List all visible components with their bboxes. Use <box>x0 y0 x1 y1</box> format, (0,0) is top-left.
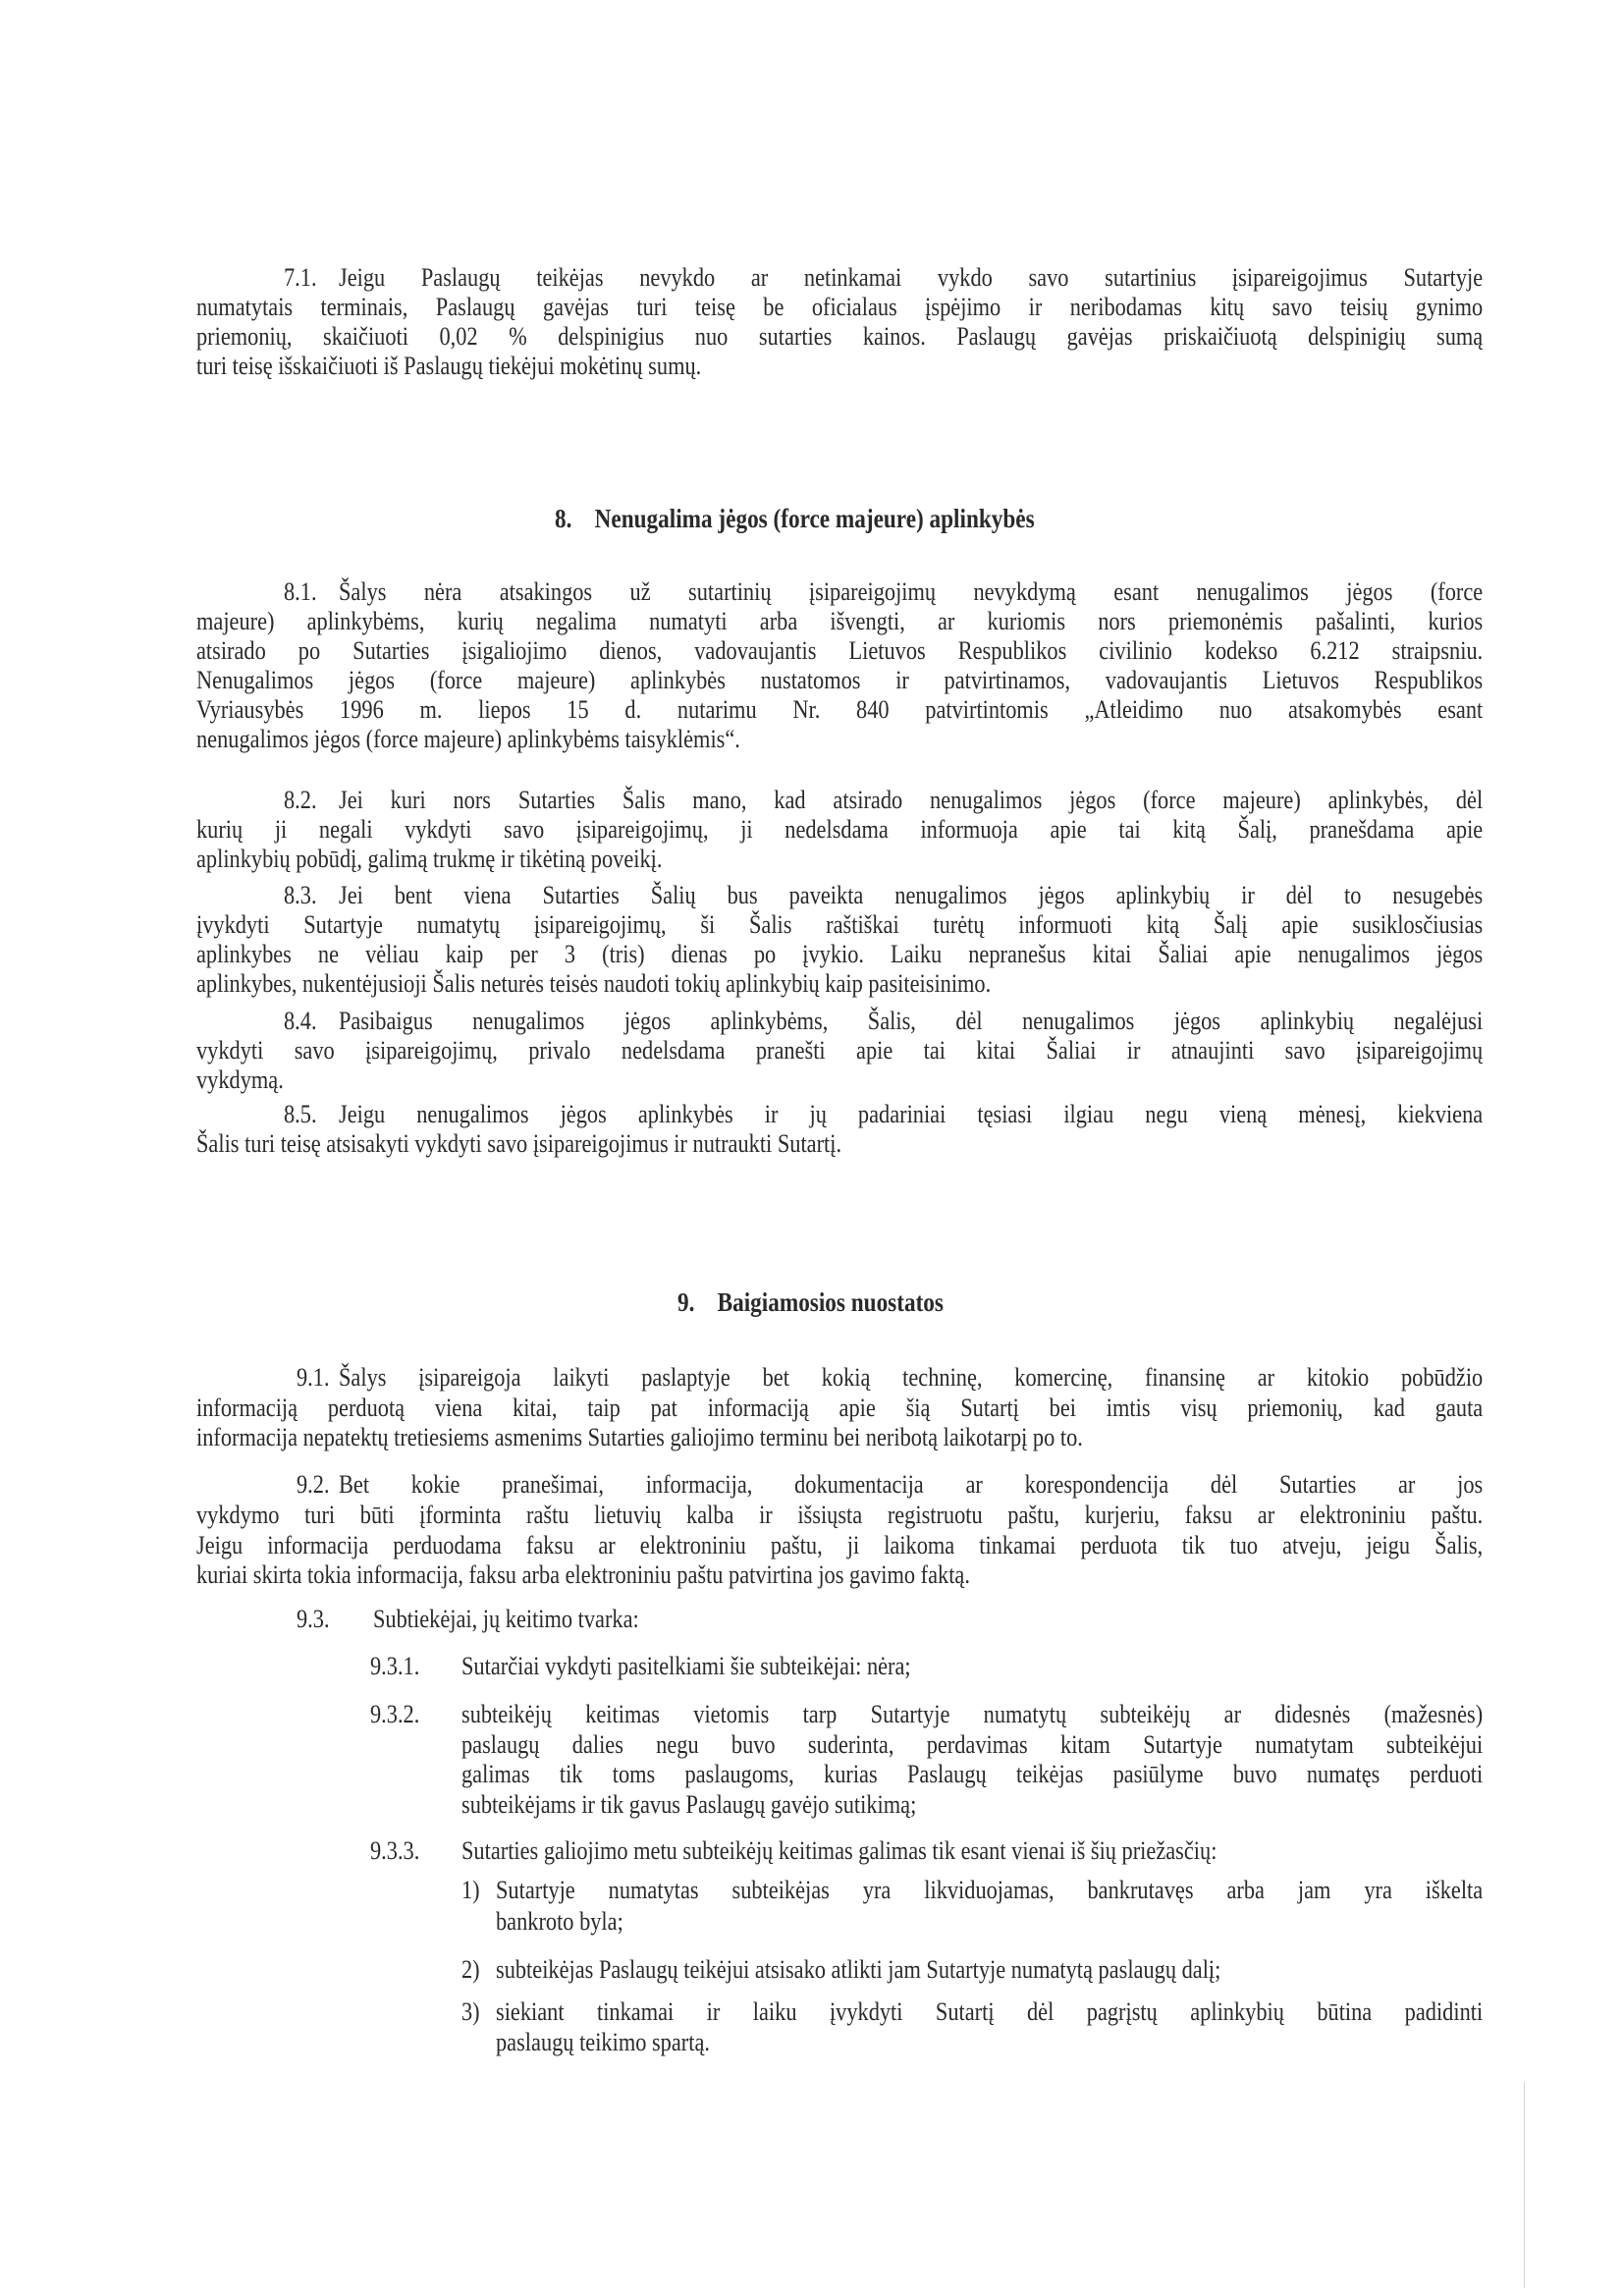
text-line: bankroto byla; <box>496 1907 623 1936</box>
text-line: Nenugalimos jėgos (force majeure) aplinkybės nustatomos ir patvirtinamos, vadovaujantis Lietuvos Respublikos <box>196 666 1483 694</box>
text-line: majeure) aplinkybėms, kurių negalima numatyti arba išvengti, ar kuriomis nors priemonėmis pašalinti, kurios <box>196 607 1483 635</box>
text-line: aplinkybių pobūdį, galimą trukmę ir tikėtiną poveikį. <box>196 845 663 873</box>
text-line: Šalys nėra atsakingos už sutartinių įsipareigojimų nevykdymą esant nenugalimos jėgos (force <box>339 577 1483 606</box>
text-line: priemonių, skaičiuoti 0,02 % delspinigius nuo sutarties kainos. Paslaugų gavėjas priskaičiuotą delspinigių sumą <box>196 322 1483 351</box>
paragraph-number: 8.3. <box>284 881 317 909</box>
text-line: Jeigu nenugalimos jėgos aplinkybės ir jų padariniai tęsiasi ilgiau negu vieną mėnesį, kiekviena <box>339 1100 1483 1128</box>
text-line: galimas tik toms paslaugoms, kurias Paslaugų teikėjas pasiūlyme buvo numatęs perduoti <box>461 1760 1483 1788</box>
text-line: Bet kokie pranešimai, informacija, dokumentacija ar korespondencija dėl Sutarties ar jos <box>339 1470 1483 1499</box>
section-heading-9 <box>677 1286 987 1318</box>
text-line: subteikėjams ir tik gavus Paslaugų gavėjo sutikimą; <box>461 1790 917 1819</box>
text-line: aplinkybes ne vėliau kaip per 3 (tris) dienas po įvykio. Laiku nepranešus kitai Šaliai apie nenugalimos jėgos <box>196 940 1483 968</box>
paragraph-number: 9.1. <box>297 1363 330 1392</box>
text-line: Sutarties galiojimo metu subteikėjų keitimas galimas tik esant vienai iš šių priežasčių: <box>461 1836 1217 1865</box>
text-line: Sutarčiai vykdyti pasitelkiami šie subteikėjai: nėra; <box>461 1652 911 1680</box>
text-line: Sutartyje numatytas subteikėjas yra likviduojamas, bankrutavęs arba jam yra iškelta <box>496 1876 1483 1904</box>
paragraph-number: 9.3. <box>297 1605 330 1633</box>
paragraph-number: 9.3.2. <box>370 1700 420 1728</box>
text-line: Subtiekėjai, jų keitimo tvarka: <box>373 1605 639 1633</box>
list-marker: 2) <box>461 1955 480 1984</box>
text-line: Jeigu Paslaugų teikėjas nevykdo ar netinkamai vykdo savo sutartinius įsipareigojimus Sutartyje <box>339 263 1483 292</box>
text-line: kurių ji negali vykdyti savo įsipareigojimų, ji nedelsdama informuoja apie tai kitą Šalį, pranešdama apie <box>196 815 1483 844</box>
text-line: siekiant tinkamai ir laiku įvykdyti Sutartį dėl pagrįstų aplinkybių būtina padidinti <box>496 1997 1483 2026</box>
paragraph-number: 8.1. <box>284 577 317 606</box>
text-line: paslaugų teikimo spartą. <box>496 2028 710 2056</box>
section-heading-8 <box>555 503 1112 534</box>
paragraph-number: 8.5. <box>284 1100 317 1128</box>
heading-title: Baigiamosios nuostatos <box>717 1287 944 1317</box>
text-line: Vyriausybės 1996 m. liepos 15 d. nutarimu Nr. 840 patvirtintomis „Atleidimo nuo atsakomybės esant <box>196 695 1483 724</box>
paragraph-number: 8.2. <box>284 786 317 814</box>
paragraph-number: 9.3.1. <box>370 1652 420 1680</box>
list-marker: 3) <box>461 1997 480 2026</box>
scan-edge-line <box>1524 2082 1525 2288</box>
heading-title: Nenugalima jėgos (force majeure) aplinkybės <box>594 504 1035 533</box>
heading-number: 8. <box>555 504 572 533</box>
text-line: vykdymą. <box>196 1066 284 1094</box>
text-line: įvykdyti Sutartyje numatytų įsipareigojimų, ši Šalis raštiškai turėtų informuoti kitą Šalį apie susiklosčiusias <box>196 910 1483 939</box>
heading-number: 9. <box>677 1287 695 1317</box>
text-line: Jei kuri nors Sutarties Šalis mano, kad atsirado nenugalimos jėgos (force majeure) aplinkybės, dėl <box>339 786 1483 814</box>
text-line: numatytais terminais, Paslaugų gavėjas turi teisę be oficialaus įspėjimo ir neribodamas kitų savo teisių gynimo <box>196 293 1483 321</box>
text-line: paslaugų dalies negu buvo suderinta, perdavimas kitam Sutartyje numatytam subteikėjui <box>461 1730 1483 1759</box>
list-marker: 1) <box>461 1876 480 1904</box>
text-line: Pasibaigus nenugalimos jėgos aplinkybėms, Šalis, dėl nenugalimos jėgos aplinkybių negalėjusi <box>339 1007 1483 1035</box>
text-line: Šalis turi teisę atsisakyti vykdyti savo įsipareigojimus ir nutraukti Sutartį. <box>196 1129 842 1158</box>
text-line: subteikėjų keitimas vietomis tarp Sutartyje numatytų subteikėjų ar didesnės (mažesnės) <box>461 1700 1483 1728</box>
text-line: informaciją perduotą viena kitai, taip pat informaciją apie šią Sutartį bei imtis visų priemonių, kad gauta <box>196 1394 1483 1422</box>
text-line: Jeigu informacija perduodama faksu ar elektroniniu paštu, ji laikoma tinkamai perduota tik tuo atveju, jeigu Šalis, <box>196 1531 1483 1559</box>
paragraph-number: 8.4. <box>284 1007 317 1035</box>
text-line: nenugalimos jėgos (force majeure) aplinkybėms taisyklėmis“. <box>196 725 740 753</box>
text-line: subteikėjas Paslaugų teikėjui atsisako atlikti jam Sutartyje numatytą paslaugų dalį; <box>496 1955 1221 1984</box>
text-line: Jei bent viena Sutarties Šalių bus paveikta nenugalimos jėgos aplinkybių ir dėl to nesugebės <box>339 881 1483 909</box>
paragraph-number: 9.2. <box>297 1470 330 1499</box>
paragraph-number: 9.3.3. <box>370 1836 420 1865</box>
text-line: informacija nepatektų tretiesiems asmenims Sutarties galiojimo terminu bei neribotą laikotarpį po to. <box>196 1423 1083 1451</box>
text-line: kuriai skirta tokia informacija, faksu arba elektroniniu paštu patvirtina jos gavimo faktą. <box>196 1560 970 1589</box>
text-line: turi teisę išskaičiuoti iš Paslaugų tiekėjui mokėtinų sumų. <box>196 352 702 380</box>
text-line: Šalys įsipareigoja laikyti paslaptyje bet kokią techninę, komercinę, finansinę ar kitokio pobūdžio <box>339 1363 1483 1392</box>
text-line: vykdymo turi būti įforminta raštu lietuvių kalba ir išsiųsta registruotu paštu, kurjeriu, faksu ar elektroniniu paštu. <box>196 1501 1483 1529</box>
text-line: atsirado po Sutarties įsigaliojimo dienos, vadovaujantis Lietuvos Respublikos civilinio kodekso 6.212 straipsniu. <box>196 636 1483 665</box>
paragraph-number: 7.1. <box>284 263 317 292</box>
text-line: vykdyti savo įsipareigojimų, privalo nedelsdama pranešti apie tai kitai Šaliai ir atnaujinti savo įsipareigojimų <box>196 1036 1483 1065</box>
text-line: aplinkybes, nukentėjusioji Šalis neturės teisės naudoti tokių aplinkybių kaip pasiteisinimo. <box>196 969 992 998</box>
